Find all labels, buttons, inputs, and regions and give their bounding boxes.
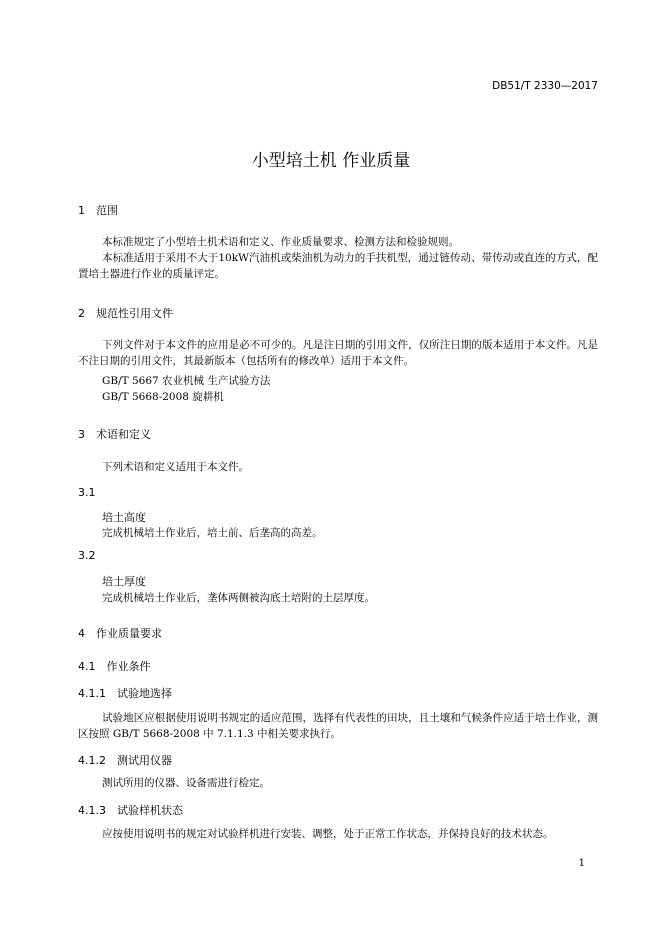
document-title: 小型培土机 作业质量	[251, 151, 411, 171]
term-3-2-definition: 完成机械培土作业后，垄体两侧被沟底土培附的土层厚度。	[102, 592, 375, 604]
section-4-1-1-paragraph: 试验地区应根据使用说明书规定的适应范围，选择有代表性的田块，且土壤和气候条件应适于培土作业，测区按照 GB/T 5668-2008 中 7.1.1.3 中相关要求执行。	[78, 712, 598, 740]
section-1-heading: 1 范围	[78, 204, 118, 217]
section-2-reference-1: GB/T 5667 农业机械 生产试验方法	[102, 375, 271, 387]
page-number: 1	[578, 858, 585, 869]
section-4-1-heading: 4.1 作业条件	[78, 660, 151, 673]
section-4-1-1-heading: 4.1.1 试验地选择	[78, 687, 172, 700]
section-1-paragraph-1: 本标准规定了小型培土机术语和定义、作业质量要求、检测方法和检验规则。	[102, 236, 459, 248]
section-2-heading: 2 规范性引用文件	[78, 307, 173, 320]
section-3-heading: 3 术语和定义	[78, 428, 151, 441]
section-4-1-2-heading: 4.1.2 测试用仪器	[78, 754, 172, 767]
section-3-paragraph-1: 下列术语和定义适用于本文件。	[102, 461, 249, 473]
section-4-1-3-heading: 4.1.3 试验样机状态	[78, 804, 183, 817]
term-3-1-definition: 完成机械培土作业后，培土前、后垄高的高差。	[102, 527, 323, 539]
term-3-1-name: 培土高度	[102, 511, 146, 524]
section-2-reference-2: GB/T 5668-2008 旋耕机	[102, 391, 224, 403]
section-4-1-2-paragraph: 测试所用的仪器、设备需进行检定。	[102, 777, 270, 789]
section-4-1-3-paragraph: 应按使用说明书的规定对试验样机进行安装、调整，处于正常工作状态，并保持良好的技术状态。	[102, 828, 554, 840]
term-3-1-number: 3.1	[78, 486, 96, 499]
term-3-2-name: 培土厚度	[102, 575, 146, 588]
section-1-paragraph-2: 本标准适用于采用不大于10kW汽油机或柴油机为动力的手扶机型，通过链传动、带传动或直连的方式，配置培土器进行作业的质量评定。	[78, 252, 598, 280]
standard-number: DB51/T 2330—2017	[492, 80, 598, 92]
section-2-paragraph-1: 下列文件对于本文件的应用是必不可少的。凡是注日期的引用文件，仅所注日期的版本适用于本文件。凡是不注日期的引用文件，其最新版本（包括所有的修改单）适用于本文件。	[78, 339, 598, 367]
section-4-heading: 4 作业质量要求	[78, 627, 162, 640]
term-3-2-number: 3.2	[78, 549, 96, 562]
